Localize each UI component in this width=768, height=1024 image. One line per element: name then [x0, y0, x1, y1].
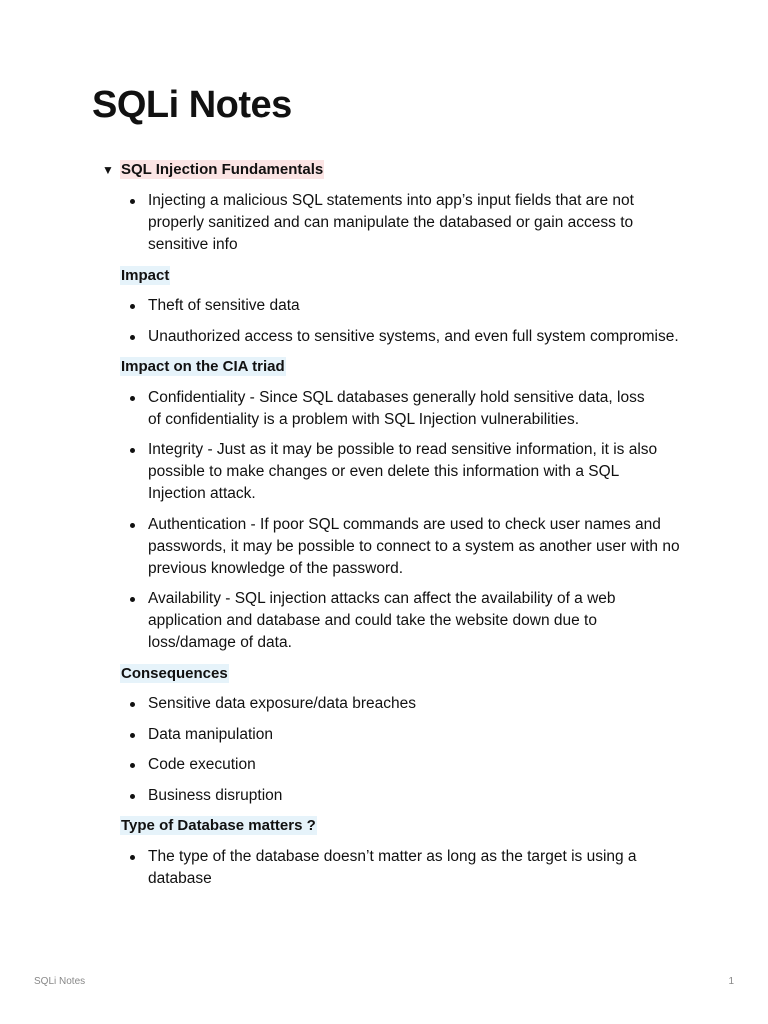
list-item — [120, 846, 680, 890]
page-title: SQLi Notes — [92, 84, 292, 126]
bullet-icon — [130, 794, 135, 799]
toggle-label: SQL Injection Fundamentals — [121, 161, 324, 178]
footer-page-number: 1 — [728, 976, 734, 987]
bullet-icon — [130, 304, 135, 309]
heading-cia-triad: Impact on the CIA triad — [121, 358, 285, 375]
heading-consequences: Consequences — [121, 664, 228, 682]
bullet-icon — [130, 396, 135, 401]
bullet-icon — [130, 199, 135, 204]
list-item-text: Business disruption — [148, 786, 283, 804]
bullet-icon — [130, 733, 135, 738]
cia-list — [120, 387, 680, 655]
list-item-text: The type of the database doesn’t matter as long as the target is using a database — [148, 847, 637, 887]
heading-database-type: Type of Database matters ? — [121, 817, 316, 834]
list-item-text: Sensitive data exposure/data breaches — [148, 695, 416, 712]
list-item — [120, 387, 680, 431]
list-item-text: Injecting a malicious SQL statements into app’s input fields that are not properly sanitized and can manipulate the databased or gain access to sensitive info — [148, 192, 634, 253]
list-item — [120, 295, 680, 317]
list-item — [120, 326, 680, 348]
list-item-text: Confidentiality - Since SQL databases generally hold sensitive data, loss — [148, 388, 645, 406]
list-item — [120, 439, 680, 505]
list-item — [120, 693, 680, 715]
consequences-list — [120, 693, 680, 807]
toggle-sql-injection-fundamentals[interactable] — [102, 160, 324, 179]
heading-impact: Impact — [121, 266, 170, 284]
bullet-icon — [130, 335, 135, 340]
list-item — [120, 588, 680, 654]
impact-list — [120, 295, 680, 348]
bullet-icon — [130, 855, 135, 860]
list-item — [120, 724, 680, 746]
list-item — [120, 785, 680, 807]
bullet-icon — [130, 763, 135, 768]
triangle-down-icon[interactable]: ▼ — [102, 162, 114, 177]
list-item — [120, 514, 680, 580]
bullet-icon — [130, 597, 135, 602]
bullet-icon — [130, 702, 135, 707]
list-item-continuation: of confidentiality is a problem with SQL Injection vulnerabilities. — [148, 410, 580, 428]
footer-document-name: SQLi Notes — [34, 976, 86, 987]
list-item-text: Unauthorized access to sensitive systems, and even full system compromise. — [148, 327, 679, 345]
list-item-text: Availability - SQL injection attacks can affect the availability of a web application and database and could take the website down due to loss/damage of data. — [148, 590, 616, 651]
list-item-text: Data manipulation — [148, 725, 273, 743]
list-item-text: Code execution — [148, 756, 256, 773]
intro-list — [120, 190, 680, 256]
bullet-icon — [130, 523, 135, 528]
list-item — [120, 754, 680, 776]
list-item-text: Theft of sensitive data — [148, 297, 300, 314]
list-item — [120, 190, 680, 256]
database-type-list — [120, 846, 680, 890]
list-item-text: Authentication - If poor SQL commands are used to check user names and passwords, it may be possible to connect to a system as another user with no previous knowledge of the password. — [148, 515, 680, 577]
bullet-icon — [130, 448, 135, 453]
list-item-text: Integrity - Just as it may be possible to read sensitive information, it is also possible to make changes or even delete this information with a SQL Injection attack. — [148, 441, 658, 502]
toggle-content — [120, 190, 680, 898]
